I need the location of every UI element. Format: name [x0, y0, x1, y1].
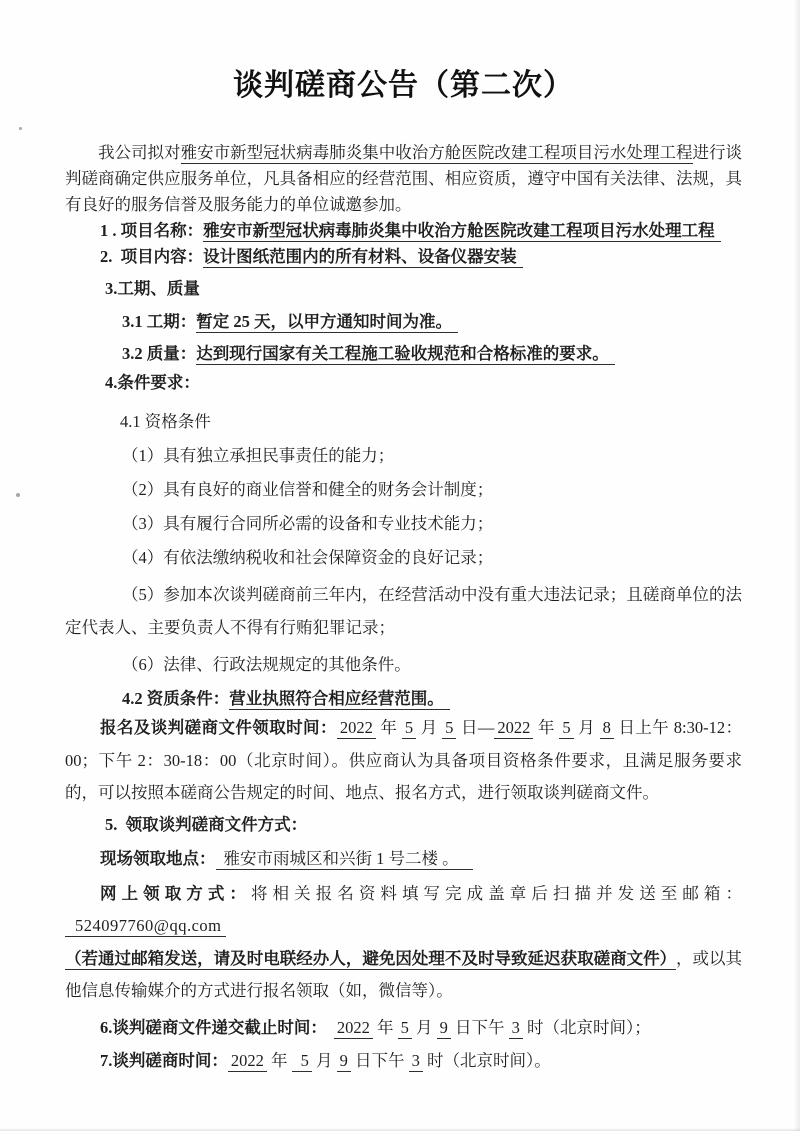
duration-label: 3.1 工期： [122, 312, 197, 331]
deadline-line [65, 1015, 742, 1041]
project-name-value: 雅安市新型冠状病毒肺炎集中收治方舱医院改建工程项目污水处理工程 [203, 221, 721, 242]
credential-value: 营业执照符合相应经营范围。 [229, 689, 450, 710]
project-content-label: 2. 项目内容： [100, 247, 204, 266]
intro-lead: 我公司拟对 [98, 143, 181, 162]
pickup-sep: 日— [456, 718, 495, 737]
condition-item-3: （3）具有履行合同所必需的设备和专业技术能力； [122, 514, 494, 533]
deadline-sep: 日下午 [450, 1017, 509, 1037]
email-note: （若通过邮箱发送，请及时电联经办人，避免因处理不及时导致延迟获取磋商文件） [65, 949, 676, 970]
email-address: 524097760@qq.com [65, 916, 226, 937]
quality-label: 3.2 质量： [122, 344, 197, 363]
duration-line [65, 309, 742, 335]
pickup-sep: 月 [573, 718, 600, 737]
meeting-label: 7.谈判磋商时间： [100, 1050, 228, 1070]
qualification-heading: 4.1 资格条件 [120, 412, 211, 431]
pickup-year-start: 2022 [337, 718, 376, 739]
intro-paragraph [65, 140, 742, 218]
online-desc: 将相关报名资料填写完成盖章后扫描并发送至邮箱： [250, 883, 743, 903]
meeting-sep: 日下午 [350, 1050, 409, 1070]
deadline-month: 5 [398, 1018, 412, 1039]
project-content-item [65, 244, 742, 270]
project-content-value: 设计图纸范围内的所有材料、设备仪器安装 [203, 247, 523, 268]
pickup-tail: 日上午 8:30-12：00；下午 2：30-18：00（北京时间）。供应商认为具备项目资格条件要求，且满足服务要求的，可以按照本磋商公告规定的时间、地点、报名方式，进行领取谈判磋商文件。 [65, 718, 743, 802]
deadline-year: 2022 [334, 1018, 373, 1039]
pickup-time-paragraph [65, 712, 742, 810]
meeting-sep: 月 [311, 1050, 337, 1070]
deadline-day: 9 [437, 1018, 451, 1039]
obtain-method-heading: 5. 领取谈判磋商文件方式： [105, 814, 308, 834]
negotiation-time-line [65, 1048, 742, 1074]
deadline-hour: 3 [509, 1018, 523, 1039]
pickup-sep: 年 [375, 718, 402, 737]
schedule-quality-heading: 3.工期、质量 [105, 279, 200, 298]
condition-item-2: （2）具有良好的商业信誉和健全的财务会计制度； [122, 480, 494, 499]
project-name-item [65, 218, 742, 244]
meeting-hour: 3 [409, 1051, 423, 1072]
meeting-month: 5 [292, 1051, 312, 1072]
intro-rest: 进行谈判磋商确定供应服务单位，凡具备相应的经营范围、相应资质，遵守中国有关法律、法规，具有良好的服务信誉及服务能力的单位诚邀参加。 [65, 143, 743, 214]
scan-speck [19, 127, 22, 130]
condition-item-1: （1）具有独立承担民事责任的能力； [122, 446, 395, 465]
pickup-year-end: 2022 [494, 718, 533, 739]
requirements-heading: 4.条件要求： [105, 373, 200, 392]
quality-value: 达到现行国家有关工程施工验收规范和合格标准的要求。 [196, 344, 615, 365]
condition-item-5: （5）参加本次谈判磋商前三年内，在经营活动中没有重大违法记录；且磋商单位的法定代表人、主要负责人不得有行贿犯罪记录； [65, 585, 742, 637]
pickup-month-start: 5 [402, 718, 416, 739]
credential-line [65, 686, 742, 712]
credential-label: 4.2 资质条件： [122, 689, 230, 708]
meeting-day: 9 [337, 1051, 351, 1072]
onsite-label: 现场领取地点： [100, 848, 216, 868]
meeting-tail: 时（北京时间）。 [422, 1050, 551, 1070]
pickup-day-start: 5 [442, 718, 456, 739]
project-name-label: 1 . 项目名称： [100, 221, 204, 240]
scan-speck [16, 493, 20, 497]
condition-item-4: （4）有依法缴纳税收和社会保障资金的良好记录； [122, 548, 494, 567]
onsite-value: 雅安市雨城区和兴街 1 号二楼 。 [216, 849, 473, 870]
deadline-label: 6.谈判磋商文件递交截止时间： [100, 1017, 327, 1037]
meeting-sep: 年 [266, 1050, 292, 1070]
pickup-month-end: 5 [559, 718, 573, 739]
duration-value: 暂定 25 天，以甲方通知时间为准。 [196, 312, 458, 333]
pickup-day-end: 8 [600, 718, 614, 739]
condition-item-6: （6）法律、行政法规规定的其他条件。 [122, 655, 411, 674]
deadline-tail: 时（北京时间）； [522, 1017, 651, 1037]
online-label: 网上领取方式： [100, 883, 251, 903]
project-name-underlined: 雅安市新型冠状病毒肺炎集中收治方舱医院改建工程项目污水处理工程 [180, 143, 693, 162]
pickup-sep: 月 [416, 718, 443, 737]
meeting-year: 2022 [228, 1051, 267, 1072]
pickup-label: 报名及谈判磋商文件领取时间： [100, 718, 337, 737]
pickup-sep: 年 [533, 718, 560, 737]
online-method-paragraph [65, 878, 742, 1008]
quality-line [65, 341, 742, 367]
page-title: 谈判磋商公告（第二次） [233, 69, 574, 102]
deadline-sep: 月 [411, 1017, 437, 1037]
deadline-sep: 年 [372, 1017, 398, 1037]
online-tail: ，或以其他信息传输媒介的方式进行报名领取（如，微信等）。 [65, 948, 743, 1000]
onsite-location-line [65, 846, 742, 872]
